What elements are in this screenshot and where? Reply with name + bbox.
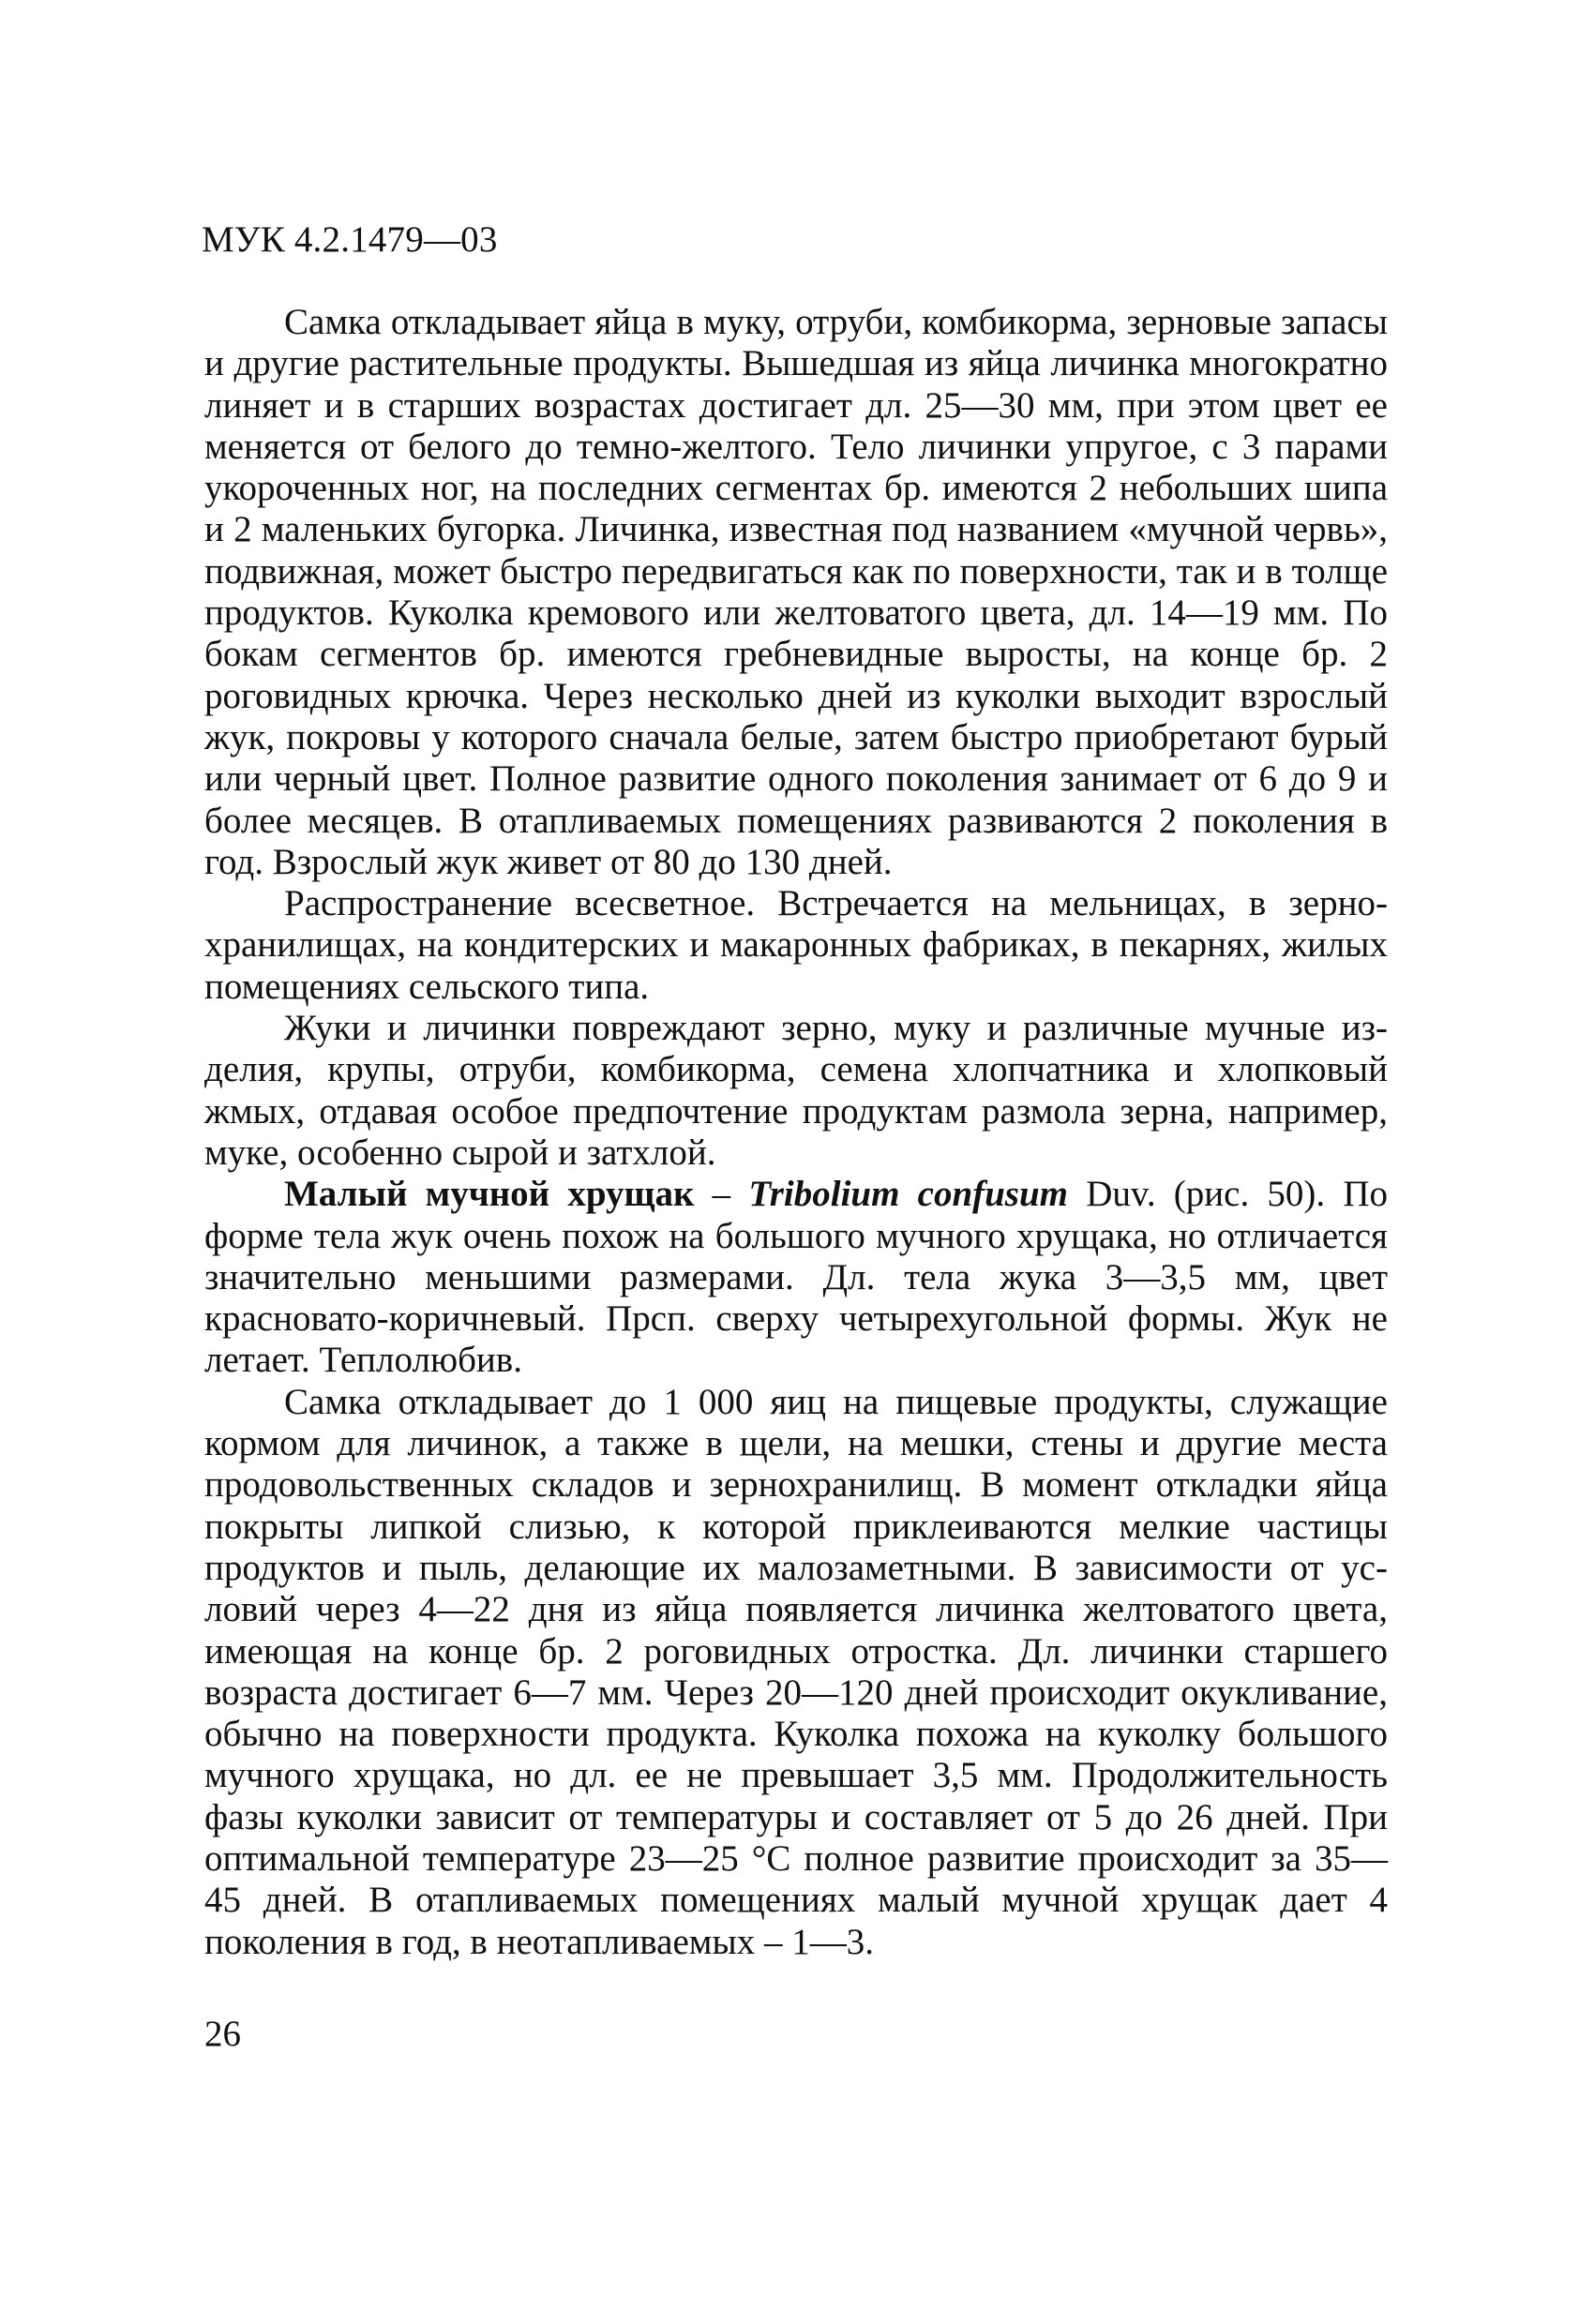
species-description-text: Duv. (рис. 50). По форме тела жук очень похож на большого мучного хрущака, но отличается значительно меньшими размерами. Дл. тела жука 3—3,5 мм, цвет красновато-коричневый. Прсп. сверху четырехугольной формы. Жук не летает. Теплолюбив.	[204, 1174, 1389, 1381]
species-dash: –	[694, 1174, 749, 1215]
body-text	[204, 302, 1388, 1963]
paragraph-damage: Жуки и личинки повреждают зерно, муку и различные мучные изделия, крупы, отруби, комбикорма, семена хлопчатника и хлопковый жмых, отдавая особое предпочтение продуктам размола зерна, например, муке, особенно сырой и затхлой.	[204, 1008, 1388, 1173]
page-number: 26	[204, 2014, 241, 2054]
paragraph-larva-development: Самка откладывает яйца в муку, отруби, комбикорма, зерновые запасы и другие растительные продукты. Вышедшая из яйца личинка многократно линяет и в старших возрастах достигает дл. 25—30 мм, при этом цвет ее меняется от белого до темно-желтого. Тело личинки упругое, с 3 парами укороченных ног, на последних сегментах бр. имеются 2 небольших шипа и 2 маленьких бугорка. Личинка, известная под названием «мучной червь», подвижная, может быстро передвигаться как по поверхности, так и в толще продуктов. Куколка кремового или желтоватого цвета, дл. 14—19 мм. По бокам сегментов бр. имеются гребневидные выросты, на конце бр. 2 роговидных крючка. Через несколько дней из куколки выходит взрослый жук, покровы у которого сначала белые, затем быстро приобретают бурый или черный цвет. Полное развитие одного поколения занимает от 6 до 9 и более месяцев. В отапливаемых помещениях развиваются 2 поколения в год. Взрослый жук живет от 80 до 130 дней.	[204, 302, 1388, 882]
species-latin-name: Tribolium confusum	[748, 1174, 1069, 1215]
paragraph-distribution: Распространение всесветное. Встречается на мельницах, в зернохранилищах, на кондитерских и макаронных фабриках, в пекарнях, жилых помещениях сельского типа.	[204, 883, 1388, 1007]
paragraph-species-description	[204, 1174, 1388, 1381]
species-common-name: Малый мучной хрущак	[284, 1174, 695, 1215]
paragraph-egg-laying: Самка откладывает до 1 000 яиц на пищевые продукты, служащие кормом для личинок, а также в щели, на мешки, стены и другие места продовольственных складов и зернохранилищ. В момент откладки яйца покрыты липкой слизью, к которой приклеиваются мелкие частицы продуктов и пыль, делающие их малозаметными. В зависимости от условий через 4—22 дня из яйца появляется личинка желтоватого цвета, имеющая на конце бр. 2 роговидных отростка. Дл. личинки старшего возраста достигает 6—7 мм. Через 20—120 дней происходит окукливание, обычно на поверхности продукта. Куколка похожа на куколку большого мучного хрущака, но дл. ее не превышает 3,5 мм. Продолжительность фазы куколки зависит от температуры и составляет от 5 до 26 дней. При оптимальной температуре 23—25 °С полное развитие происходит за 35—45 дней. В отапливаемых помещениях малый мучной хрущак дает 4 поколения в год, в неотапливаемых – 1—3.	[204, 1381, 1388, 1962]
page-header: МУК 4.2.1479—03	[202, 219, 498, 260]
